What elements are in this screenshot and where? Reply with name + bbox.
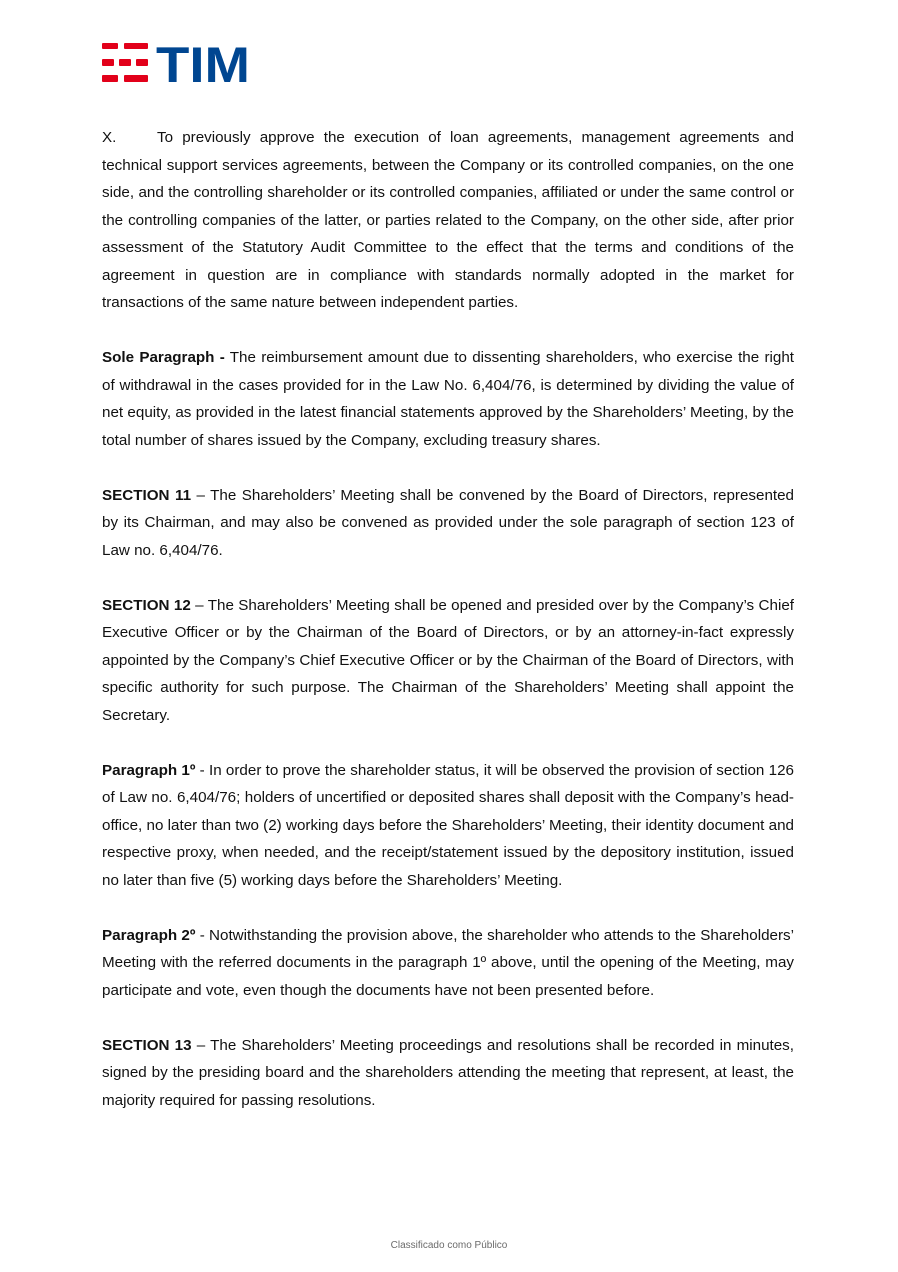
paragraph-text: – The Shareholders’ Meeting shall be convened by the Board of Directors, represented by its Chairman, and may also be convened as provided under the sole paragraph of section 123 of Law no. 6,404/76. [102, 486, 795, 559]
document-body [102, 124, 794, 1142]
section-heading: SECTION 12 [102, 596, 191, 614]
paragraph-2 [102, 922, 794, 1005]
section-heading: SECTION 13 [102, 1036, 192, 1054]
paragraph-text: The reimbursement amount due to dissenting shareholders, who exercise the right of withdrawal in the cases provided for in the Law No. 6,404/76, is determined by dividing the value of net equity, as provided in the latest financial statements approved by the Shareholders’ Meeting, by the total number of shares issued by the Company, excluding treasury shares. [102, 349, 794, 449]
paragraph-lead: Paragraph 2º [102, 926, 196, 944]
paragraph-text: – The Shareholders’ Meeting proceedings and resolutions shall be recorded in minutes, signed by the presiding board and the shareholders attending the meeting that represent, at least, the majority required for passing resolutions. [102, 1036, 794, 1109]
sole-paragraph [102, 344, 794, 454]
paragraph-1 [102, 757, 794, 895]
item-marker: X. [102, 129, 117, 146]
section-12 [102, 592, 794, 730]
item-x-paragraph [102, 124, 794, 317]
section-heading: SECTION 11 [102, 486, 192, 504]
paragraph-lead: Paragraph 1º [102, 761, 196, 779]
paragraph-text: - In order to prove the shareholder status, it will be observed the provision of section 126 of Law no. 6,404/76; holders of uncertified or deposited shares shall deposit with the Company’s head-office, no later than two (2) working days before the Shareholders’ Meeting, their identity document and respective proxy, when needed, and the receipt/statement issued by the depository institution, issued no later than five (5) working days before the Shareholders’ Meeting. [102, 761, 794, 889]
classification-footer: Classificado como Público [390, 1240, 508, 1251]
logo-text: TIM [156, 43, 250, 83]
tim-logo [102, 43, 252, 83]
section-11 [102, 482, 794, 565]
paragraph-text: To previously approve the execution of loan agreements, management agreements and technical support services agreements, between the Company or its controlled companies, on the one side, and the controlling shareholder or its controlled companies, affiliated or under the same control or the controlling companies of the latter, or parties related to the Company, on the other side, after prior assessment of the Statutory Audit Committee to the effect that the terms and conditions of the agreement in question are in compliance with standards normally adopted in the market for transactions of the same nature between independent parties. [102, 129, 794, 311]
paragraph-text: – The Shareholders’ Meeting shall be opened and presided over by the Company’s Chief Executive Officer or by the Chairman of the Board of Directors, or by an attorney-in-fact expressly appointed by the Company’s Chief Executive Officer or by the Chairman of the Board of Directors, with specific authority for such purpose. The Chairman of the Shareholders’ Meeting shall appoint the Secretary. [102, 596, 794, 724]
section-13 [102, 1032, 794, 1115]
paragraph-text: - Notwithstanding the provision above, the shareholder who attends to the Shareholders’ Meeting with the referred documents in the paragraph 1º above, until the opening of the Meeting, may participate and vote, even though the documents have not been presented before. [102, 926, 794, 999]
paragraph-lead: Sole Paragraph - [102, 349, 225, 366]
